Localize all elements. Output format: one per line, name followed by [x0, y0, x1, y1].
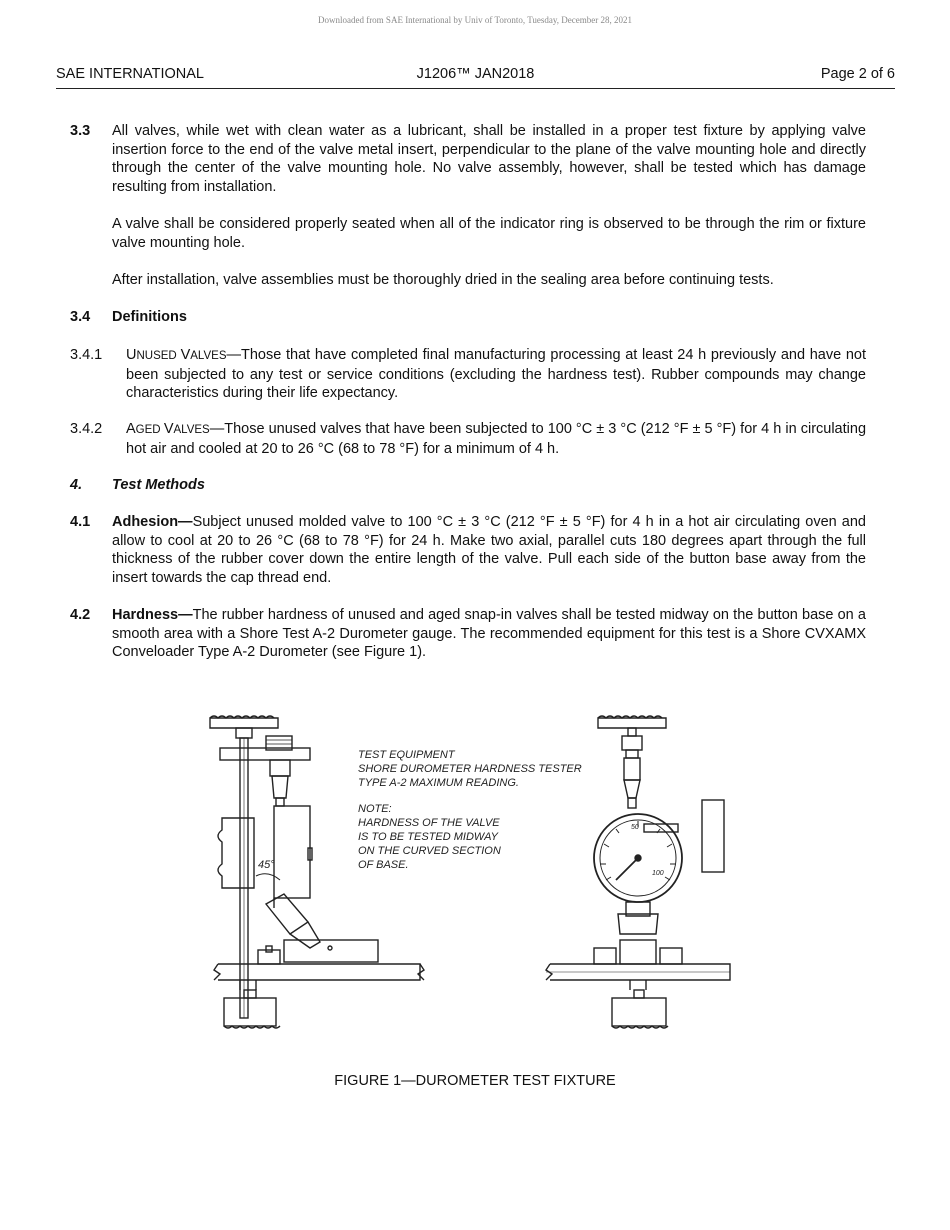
- header-publisher: SAE INTERNATIONAL: [56, 66, 204, 82]
- note-line-2: HARDNESS OF THE VALVE: [358, 817, 500, 829]
- section-3-3-number: 3.3: [70, 123, 91, 139]
- dial-50: 50: [631, 824, 639, 831]
- section-4-number: 4.: [70, 477, 83, 493]
- section-3-4-number: 3.4: [70, 309, 91, 325]
- figure-caption: FIGURE 1—DUROMETER TEST FIXTURE: [334, 1073, 616, 1089]
- term-cap: U: [126, 347, 137, 363]
- section-3-3-para3: After installation, valve assemblies must be thoroughly dried in the sealing area before continuing tests.: [112, 272, 774, 288]
- durometer-figure: [200, 708, 740, 1038]
- section-4-2-para: [112, 606, 866, 662]
- term-cap: V: [163, 421, 174, 437]
- header-page-number: Page 2 of 6: [820, 66, 895, 82]
- term-small-caps: ALVES: [173, 424, 210, 436]
- note-line-5: OF BASE.: [358, 859, 409, 871]
- page-header: [56, 66, 895, 89]
- angle-label: 45°: [258, 859, 275, 871]
- definition-text: —Those that have completed final manufacturing processing at least 24 h previously and have not been subjected to any test or service conditions (excluding the hardness test). Rubber compounds may change characteristics during their life expectancy.: [126, 347, 866, 402]
- term-small-caps: NUSED: [136, 350, 181, 362]
- equip-line-3: TYPE A-2 MAXIMUM READING.: [358, 777, 519, 789]
- section-3-4-2-number: 3.4.2: [70, 421, 103, 437]
- section-4-2-number: 4.2: [70, 607, 91, 623]
- note-line-4: ON THE CURVED SECTION: [358, 845, 501, 857]
- download-watermark: Downloaded from SAE International by Univ of Toronto, Tuesday, December 28, 2021: [317, 15, 633, 25]
- hardness-text: The rubber hardness of unused and aged snap-in valves shall be tested midway on the button base on a smooth area with a Shore Test A-2 Durometer gauge. The recommended equipment for this test is a Shore CVXAMX Conveloader Type A-2 Durometer (see Figure 1).: [112, 607, 866, 661]
- equip-line-1: TEST EQUIPMENT: [358, 749, 455, 761]
- section-3-4-1-number: 3.4.1: [70, 347, 103, 363]
- term-cap: V: [180, 347, 191, 363]
- note-line-1: NOTE:: [358, 803, 392, 815]
- section-3-4-1-para: [126, 346, 866, 403]
- term-small-caps: GED: [135, 424, 164, 436]
- section-4-title: Test Methods: [112, 477, 205, 493]
- definition-text: —Those unused valves that have been subjected to 100 °C ± 3 °C (212 °F ± 5 °F) for 4 h in circulating hot air and cooled at 20 to 26 °C (68 to 78 °F) for a minimum of 4 h.: [126, 421, 867, 457]
- section-3-3-para1: All valves, while wet with clean water as a lubricant, shall be installed in a proper test fixture by applying valve insertion force to the end of the valve metal insert, perpendicular to the plane of the valve mounting hole and directly through the center of the valve mounting hole. No valve assembly, however, shall be tested which has damage resulting from installation.: [112, 123, 866, 195]
- section-3-3-para2: A valve shall be considered properly seated when all of the indicator ring is observed to be through the rim or fixture valve mounting hole.: [112, 216, 866, 251]
- note-line-3: IS TO BE TESTED MIDWAY: [358, 831, 498, 843]
- adhesion-text: Subject unused molded valve to 100 °C ± 3 °C (212 °F ± 5 °F) for 4 h in a hot air circulating oven and allow to cool at 20 to 26 °C (68 to 78 °F) for 24 h. Make two axial, parallel cuts 180 degrees apart through the full thickness of the rubber cover down the entire length of the valve. Pull each side of the button base away from the insert towards the cap thread end.: [112, 514, 866, 586]
- hardness-term: Hardness—: [112, 607, 193, 623]
- section-3-4-title: Definitions: [112, 309, 187, 325]
- section-4-1-number: 4.1: [70, 514, 91, 530]
- term-small-caps: ALVES: [190, 350, 227, 362]
- equip-line-2: SHORE DUROMETER HARDNESS TESTER: [358, 763, 582, 775]
- section-3-4-2-para: [126, 420, 866, 458]
- term-cap: A: [126, 421, 136, 437]
- section-4-1-para: [112, 513, 866, 587]
- adhesion-term: Adhesion—: [112, 514, 193, 530]
- header-doc-id: J1206™ JAN2018: [416, 66, 535, 82]
- dial-100: 100: [652, 870, 664, 877]
